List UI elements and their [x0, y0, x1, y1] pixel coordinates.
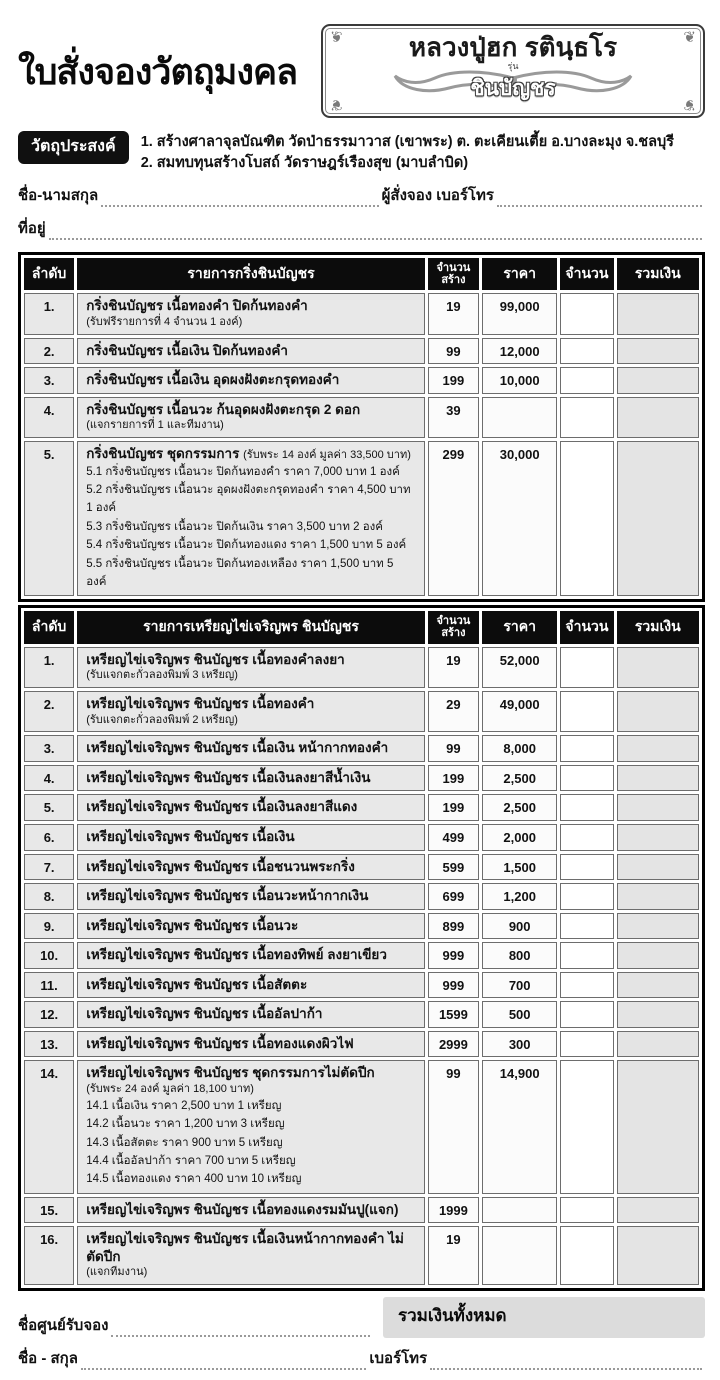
row-number-cell: 9.	[24, 913, 74, 940]
row-number-cell: 3.	[24, 735, 74, 762]
item-cell	[77, 367, 425, 394]
footer-phone-label: เบอร์โทร	[369, 1350, 428, 1368]
made-count-cell: 1999	[428, 1197, 479, 1224]
table-header-row	[24, 611, 699, 643]
price-cell: 14,900	[482, 1060, 557, 1193]
item-cell	[77, 794, 425, 821]
item-cell	[77, 1226, 425, 1285]
price-cell: 1,500	[482, 854, 557, 881]
item-name-text: เหรียญไข่เจริญพร ชินบัญชร ชุดกรรมการไม่ตัดปีก	[86, 1065, 375, 1081]
item-name-text: กริ่งชินบัญชร เนื้อเงิน ปิดก้นทองคำ	[86, 342, 288, 358]
quantity-cell	[560, 1197, 613, 1224]
item-name-text: กริ่งชินบัญชร เนื้อเงิน อุดผงฝังตะกรุดทองคำ	[86, 372, 340, 388]
item-cell	[77, 441, 425, 596]
quantity-cell	[560, 942, 613, 969]
header-made	[428, 258, 479, 290]
quantity-cell	[560, 338, 613, 365]
monk-name: หลวงปู่ฮก รตินฺธโร	[408, 32, 618, 62]
price-cell: 700	[482, 972, 557, 999]
row-total-cell	[617, 1031, 699, 1058]
item-name-text: เหรียญไข่เจริญพร ชินบัญชร เนื้อนวะหน้ากากเงิน	[86, 888, 369, 904]
price-cell: 800	[482, 942, 557, 969]
corner-flourish-icon: ❦	[683, 29, 696, 46]
made-count-cell: 199	[428, 765, 479, 792]
price-cell: 10,000	[482, 367, 557, 394]
table-row	[24, 691, 699, 732]
table-row	[24, 942, 699, 969]
made-count-cell: 99	[428, 1060, 479, 1193]
row-total-cell	[617, 794, 699, 821]
row-number-cell: 1.	[24, 647, 74, 688]
row-total-cell	[617, 883, 699, 910]
header-no: ลำดับ	[24, 611, 74, 643]
item-cell	[77, 824, 425, 851]
item-note: (รับแจกตะกั่วลองพิมพ์ 2 เหรียญ)	[86, 713, 238, 726]
item-sub-line: 14.3 เนื้อสัตตะ ราคา 900 บาท 5 เหรียญ	[86, 1136, 283, 1149]
row-total-cell	[617, 338, 699, 365]
item-name-text: เหรียญไข่เจริญพร ชินบัญชร เนื้อเงินลงยาสีแดง	[86, 799, 358, 815]
footer-name-label: ชื่อ - สกุล	[18, 1350, 78, 1368]
quantity-cell	[560, 794, 613, 821]
item-cell	[77, 972, 425, 999]
item-name	[86, 1035, 416, 1053]
item-name	[86, 445, 416, 463]
item-name-text: เหรียญไข่เจริญพร ชินบัญชร เนื้อทองแดงรมมันปู(แจก)	[86, 1201, 399, 1217]
page-title: ใบสั่งจองวัตถุมงคล	[18, 50, 298, 92]
made-count-cell: 99	[428, 338, 479, 365]
item-name	[86, 917, 416, 935]
item-name-text: เหรียญไข่เจริญพร ชินบัญชร เนื้อทองทิพย์ ลงยาเขียว	[86, 947, 387, 963]
table-row	[24, 1226, 699, 1285]
footer-top	[18, 1297, 705, 1338]
footer-phone-fill-line	[430, 1357, 702, 1370]
row-total-cell	[617, 735, 699, 762]
row-number-cell: 15.	[24, 1197, 74, 1224]
header-made-line1: จำนวน	[436, 262, 471, 275]
address-line	[18, 216, 705, 240]
table-row	[24, 1197, 699, 1224]
row-total-cell	[617, 1197, 699, 1224]
row-number-cell: 4.	[24, 765, 74, 792]
price-cell: 2,000	[482, 824, 557, 851]
price-cell: 30,000	[482, 441, 557, 596]
row-total-cell	[617, 1001, 699, 1028]
footer-left	[18, 1297, 383, 1337]
table-row	[24, 1060, 699, 1193]
table-row	[24, 647, 699, 688]
made-count-cell: 999	[428, 972, 479, 999]
item-cell	[77, 942, 425, 969]
item-sub-line: 14.2 เนื้อนวะ ราคา 1,200 บาท 3 เหรียญ	[86, 1118, 285, 1131]
row-number-cell: 6.	[24, 824, 74, 851]
item-name-text: เหรียญไข่เจริญพร ชินบัญชร เนื้อทองคำ	[86, 695, 315, 711]
quantity-cell	[560, 854, 613, 881]
made-count-cell: 19	[428, 1226, 479, 1285]
item-cell	[77, 735, 425, 762]
header-total: รวมเงิน	[617, 611, 699, 643]
row-total-cell	[617, 942, 699, 969]
item-sub-line: 14.4 เนื้ออัลปาก้า ราคา 700 บาท 5 เหรียญ	[86, 1154, 296, 1167]
address-label: ที่อยู่	[18, 220, 46, 238]
purpose-label: วัตถุประสงค์	[18, 131, 129, 164]
purpose-lines	[141, 131, 674, 174]
item-sub-line: 5.2 กริ่งชินบัญชร เนื้อนวะ อุดผงฝังตะกรุดทองคำ ราคา 4,500 บาท 1 องค์	[86, 484, 411, 515]
item-sub-line: 5.3 กริ่งชินบัญชร เนื้อนวะ ปิดก้นเงิน ราคา 3,500 บาท 2 องค์	[86, 520, 383, 533]
price-cell: 12,000	[482, 338, 557, 365]
price-cell: 52,000	[482, 647, 557, 688]
header-item: รายการเหรียญไข่เจริญพร ชินบัญชร	[77, 611, 425, 643]
table-row	[24, 1031, 699, 1058]
item-cell	[77, 338, 425, 365]
purpose-line-2: 2. สมทบทุนสร้างโบสถ์ วัดราษฎร์เรืองสุข (มาบลำบิด)	[140, 155, 469, 172]
row-number-cell: 1.	[24, 293, 74, 334]
table-row	[24, 293, 699, 334]
item-name-text: กริ่งชินบัญชร ชุดกรรมการ	[86, 446, 240, 462]
table-row	[24, 441, 699, 596]
row-total-cell	[617, 397, 699, 438]
item-name	[86, 739, 416, 757]
row-total-cell	[617, 441, 699, 596]
item-name-text: กริ่งชินบัญชร เนื้อนวะ ก้นอุดผงฝังตะกรุด 2 ดอก	[86, 401, 361, 417]
row-number-cell: 7.	[24, 854, 74, 881]
item-note: (รับแจกตะกั่วลองพิมพ์ 3 เหรียญ)	[86, 669, 238, 682]
made-count-cell: 299	[428, 441, 479, 596]
price-cell	[482, 397, 557, 438]
purpose-line-1: 1. สร้างศาลาจุลบัณฑิต วัดป่าธรรมาวาส (เขาพระ) ต. ตะเคียนเตี้ย อ.บางละมุง จ.ชลบุรี	[140, 134, 674, 150]
item-cell	[77, 293, 425, 334]
row-total-cell	[617, 1226, 699, 1285]
quantity-cell	[560, 691, 613, 732]
quantity-cell	[560, 972, 613, 999]
footer-name-line	[18, 1346, 705, 1370]
item-note: (แจกรายการที่ 1 และทีมงาน)	[86, 419, 224, 432]
made-count-cell: 29	[428, 691, 479, 732]
order-tables	[18, 252, 705, 1291]
item-cell	[77, 691, 425, 732]
made-count-cell: 19	[428, 293, 479, 334]
orderer-name-fill-line	[101, 194, 378, 207]
table-row	[24, 854, 699, 881]
row-number-cell: 3.	[24, 367, 74, 394]
item-cell	[77, 883, 425, 910]
header-made-line2: สร้าง	[441, 627, 466, 640]
row-total-cell	[617, 913, 699, 940]
item-cell	[77, 1197, 425, 1224]
item-name-text: เหรียญไข่เจริญพร ชินบัญชร เนื้อทองแดงผิวไฟ	[86, 1035, 354, 1051]
row-number-cell: 8.	[24, 883, 74, 910]
item-name-text: เหรียญไข่เจริญพร ชินบัญชร เนื้อเงิน หน้ากากทองคำ	[86, 740, 389, 756]
quantity-cell	[560, 1226, 613, 1285]
order-table	[18, 605, 705, 1291]
item-name	[86, 887, 416, 905]
made-count-cell: 899	[428, 913, 479, 940]
row-number-cell: 12.	[24, 1001, 74, 1028]
edition-name: ชินบัญชร	[470, 76, 556, 100]
item-sub-line: 14.5 เนื้อทองแดง ราคา 400 บาท 10 เหรียญ	[86, 1173, 302, 1186]
header-made-line2: สร้าง	[441, 274, 466, 287]
orderer-name-line	[18, 183, 705, 207]
row-total-cell	[617, 293, 699, 334]
header-made	[428, 611, 479, 643]
price-cell: 900	[482, 913, 557, 940]
price-cell: 500	[482, 1001, 557, 1028]
item-name-text: เหรียญไข่เจริญพร ชินบัญชร เนื้อเงินหน้ากากทองคำ ไม่ตัดปีก	[86, 1231, 404, 1264]
item-cell	[77, 1031, 425, 1058]
item-name	[86, 858, 416, 876]
price-cell: 49,000	[482, 691, 557, 732]
header-total: รวมเงิน	[617, 258, 699, 290]
price-cell	[482, 1226, 557, 1285]
table-row	[24, 397, 699, 438]
quantity-cell	[560, 647, 613, 688]
quantity-cell	[560, 913, 613, 940]
orderer-phone-label: ผู้สั่งจอง เบอร์โทร	[381, 187, 494, 205]
row-total-cell	[617, 854, 699, 881]
price-cell: 8,000	[482, 735, 557, 762]
table-row	[24, 735, 699, 762]
item-name	[86, 342, 416, 360]
quantity-cell	[560, 735, 613, 762]
corner-flourish-icon: ❦	[330, 29, 343, 46]
address-fill-line	[49, 227, 702, 240]
item-name	[86, 371, 416, 389]
table-row	[24, 972, 699, 999]
table-row	[24, 367, 699, 394]
item-cell	[77, 854, 425, 881]
quantity-cell	[560, 367, 613, 394]
row-total-cell	[617, 824, 699, 851]
quantity-cell	[560, 765, 613, 792]
header-qty: จำนวน	[560, 611, 613, 643]
item-name	[86, 1201, 416, 1219]
item-cell	[77, 913, 425, 940]
price-cell	[482, 1197, 557, 1224]
made-count-cell: 2999	[428, 1031, 479, 1058]
made-count-cell: 19	[428, 647, 479, 688]
item-cell	[77, 397, 425, 438]
item-name-text: เหรียญไข่เจริญพร ชินบัญชร เนื้ออัลปาก้า	[86, 1006, 323, 1022]
made-count-cell: 599	[428, 854, 479, 881]
price-cell: 300	[482, 1031, 557, 1058]
row-total-cell	[617, 765, 699, 792]
item-sub-line: 5.4 กริ่งชินบัญชร เนื้อนวะ ปิดก้นทองแดง ราคา 1,500 บาท 5 องค์	[86, 539, 407, 552]
item-sub-line: 14.1 เนื้อเงิน ราคา 2,500 บาท 1 เหรียญ	[86, 1099, 282, 1112]
row-number-cell: 11.	[24, 972, 74, 999]
made-count-cell: 499	[428, 824, 479, 851]
item-cell	[77, 1060, 425, 1193]
row-number-cell: 5.	[24, 794, 74, 821]
header-price: ราคา	[482, 611, 557, 643]
made-count-cell: 999	[428, 942, 479, 969]
header-qty: จำนวน	[560, 258, 613, 290]
table-row	[24, 765, 699, 792]
header-item: รายการกริ่งชินบัญชร	[77, 258, 425, 290]
table-row	[24, 1001, 699, 1028]
made-count-cell: 1599	[428, 1001, 479, 1028]
header	[18, 24, 705, 118]
quantity-cell	[560, 441, 613, 596]
row-number-cell: 10.	[24, 942, 74, 969]
table-row	[24, 824, 699, 851]
row-total-cell	[617, 1060, 699, 1193]
item-name	[86, 401, 416, 419]
row-number-cell: 16.	[24, 1226, 74, 1285]
header-made-line1: จำนวน	[436, 615, 471, 628]
item-note: (รับฟรีรายการที่ 4 จำนวน 1 องค์)	[86, 315, 243, 328]
item-sub-line: 5.1 กริ่งชินบัญชร เนื้อนวะ ปิดก้นทองคำ ราคา 7,000 บาท 1 องค์	[86, 465, 400, 478]
row-number-cell: 5.	[24, 441, 74, 596]
table-row	[24, 794, 699, 821]
item-note-inline: (รับพระ 14 องค์ มูลค่า 33,500 บาท)	[243, 449, 411, 462]
row-number-cell: 2.	[24, 338, 74, 365]
row-number-cell: 2.	[24, 691, 74, 732]
price-cell: 1,200	[482, 883, 557, 910]
table-row	[24, 338, 699, 365]
item-name	[86, 1230, 416, 1265]
quantity-cell	[560, 1031, 613, 1058]
booking-center-label: ชื่อศูนย์รับจอง	[18, 1317, 109, 1335]
made-count-cell: 99	[428, 735, 479, 762]
item-name	[86, 695, 416, 713]
item-name	[86, 1064, 416, 1082]
item-name	[86, 798, 416, 816]
header-price: ราคา	[482, 258, 557, 290]
table-row	[24, 913, 699, 940]
table-header-row	[24, 258, 699, 290]
item-name-text: เหรียญไข่เจริญพร ชินบัญชร เนื้อนวะ	[86, 917, 299, 933]
made-count-cell: 699	[428, 883, 479, 910]
row-total-cell	[617, 972, 699, 999]
header-no: ลำดับ	[24, 258, 74, 290]
corner-flourish-icon: ❦	[330, 96, 343, 113]
price-cell: 2,500	[482, 765, 557, 792]
item-name	[86, 1005, 416, 1023]
made-count-cell: 199	[428, 367, 479, 394]
purpose-section	[18, 131, 705, 174]
item-note: (รับพระ 24 องค์ มูลค่า 18,100 บาท)	[86, 1082, 254, 1095]
row-total-cell	[617, 691, 699, 732]
monk-banner	[321, 24, 705, 118]
item-name-text: เหรียญไข่เจริญพร ชินบัญชร เนื้อชนวนพระกริ่ง	[86, 858, 355, 874]
row-total-cell	[617, 647, 699, 688]
orderer-phone-fill-line	[497, 194, 702, 207]
edition-label: รุ่น	[507, 60, 519, 71]
quantity-cell	[560, 824, 613, 851]
quantity-cell	[560, 1001, 613, 1028]
item-name-text: เหรียญไข่เจริญพร ชินบัญชร เนื้อทองคำลงยา	[86, 651, 345, 667]
row-number-cell: 4.	[24, 397, 74, 438]
item-name-text: เหรียญไข่เจริญพร ชินบัญชร เนื้อเงิน	[86, 828, 295, 844]
item-name-text: เหรียญไข่เจริญพร ชินบัญชร เนื้อเงินลงยาสีน้ำเงิน	[86, 769, 371, 785]
banner-middle	[323, 62, 703, 114]
item-name	[86, 976, 416, 994]
corner-flourish-icon: ❦	[683, 96, 696, 113]
footer-name-fill-line	[81, 1357, 366, 1370]
item-name	[86, 946, 416, 964]
made-count-cell: 199	[428, 794, 479, 821]
item-cell	[77, 765, 425, 792]
item-note: (แจกทีมงาน)	[86, 1266, 148, 1279]
booking-center-line	[18, 1313, 373, 1337]
row-number-cell: 13.	[24, 1031, 74, 1058]
item-name-text: เหรียญไข่เจริญพร ชินบัญชร เนื้อสัตตะ	[86, 976, 308, 992]
quantity-cell	[560, 397, 613, 438]
item-sub-line: 5.5 กริ่งชินบัญชร เนื้อนวะ ปิดก้นทองเหลือง ราคา 1,500 บาท 5 องค์	[86, 557, 394, 588]
item-name	[86, 828, 416, 846]
quantity-cell	[560, 293, 613, 334]
quantity-cell	[560, 1060, 613, 1193]
grand-total-label: รวมเงินทั้งหมด	[398, 1306, 507, 1326]
item-cell	[77, 1001, 425, 1028]
item-name	[86, 651, 416, 669]
made-count-cell: 39	[428, 397, 479, 438]
row-total-cell	[617, 367, 699, 394]
price-cell: 2,500	[482, 794, 557, 821]
item-name	[86, 297, 416, 315]
booking-center-fill-line	[111, 1324, 370, 1337]
table-row	[24, 883, 699, 910]
order-table	[18, 252, 705, 602]
orderer-name-label: ชื่อ-นามสกุล	[18, 187, 99, 205]
item-name	[86, 769, 416, 787]
price-cell: 99,000	[482, 293, 557, 334]
item-cell	[77, 647, 425, 688]
quantity-cell	[560, 883, 613, 910]
grand-total-box	[383, 1297, 705, 1338]
row-number-cell: 14.	[24, 1060, 74, 1193]
item-name-text: กริ่งชินบัญชร เนื้อทองคำ ปิดก้นทองคำ	[86, 298, 308, 314]
